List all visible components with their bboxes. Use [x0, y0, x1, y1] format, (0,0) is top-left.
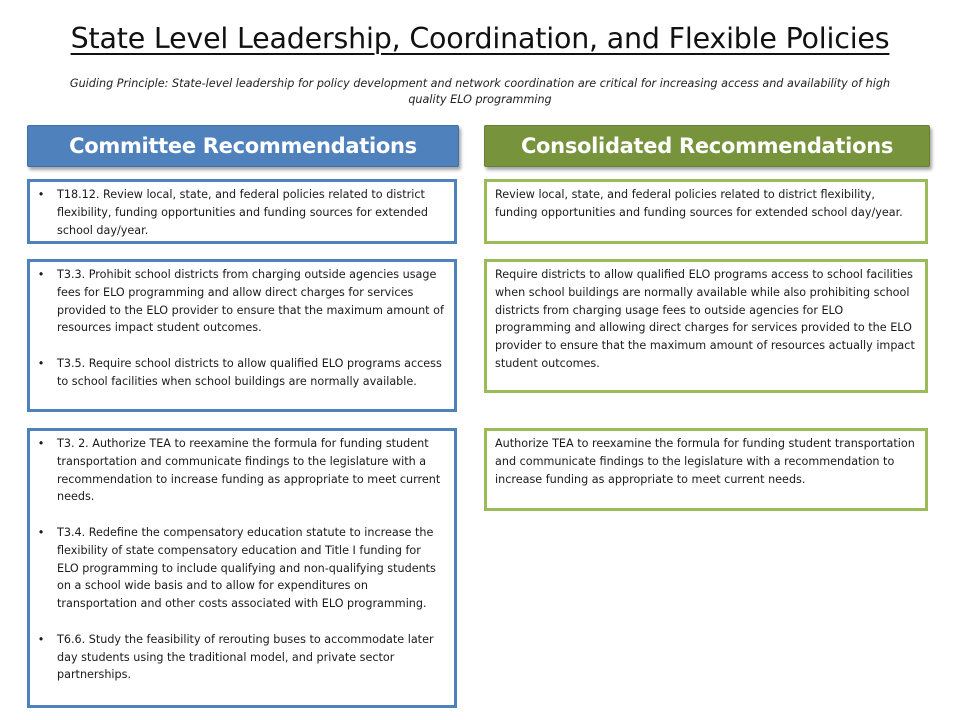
committee-item-text: T18.12. Review local, state, and federal policies related to district flexibility, funding opportunities and funding sources for extended school day/year. — [57, 188, 428, 237]
bullet-icon: • — [37, 525, 45, 539]
committee-item-t6-6 — [37, 631, 446, 684]
consolidated-box-3 — [484, 428, 928, 511]
bullet-icon: • — [37, 188, 45, 201]
committee-item-text: T3. 2. Authorize TEA to reexamine the formula for funding student transportation and communicate findings to the legislature with a recommendation to increase funding as appropriate to meet current needs. — [57, 437, 441, 504]
committee-list-3 — [30, 431, 454, 688]
consolidated-box-2 — [484, 259, 928, 393]
committee-box-1 — [27, 179, 457, 244]
committee-box-3 — [27, 428, 457, 708]
committee-item-t18-12 — [37, 186, 446, 239]
consolidated-text-2: Require districts to allow qualified ELO programs access to school facilities when school buildings are normally available while also prohibiting school districts from charging usage fees to outside agencies for ELO programming and allowing direct charges for services provided to the ELO provider to ensure that the maximum amount of resources actually impact student outcomes. — [495, 268, 915, 370]
committee-item-t3-2 — [37, 435, 446, 506]
bullet-icon: • — [37, 356, 45, 370]
committee-recommendations-header: Committee Recommendations — [27, 125, 459, 167]
consolidated-recommendations-header: Consolidated Recommendations — [484, 125, 930, 167]
slide-title: State Level Leadership, Coordination, and Flexible Policies — [70, 22, 890, 55]
committee-item-text: T3.5. Require school districts to allow qualified ELO programs access to school facilities when school buildings are normally available. — [57, 356, 442, 388]
bullet-icon: • — [37, 632, 45, 646]
committee-list-2 — [30, 262, 454, 395]
consolidated-box-1 — [484, 179, 928, 244]
committee-item-t3-4 — [37, 524, 446, 613]
guiding-principle: Guiding Principle: State-level leadership for policy development and network coordination are critical for increasing access and availability of high quality ELO programming — [69, 77, 891, 106]
consolidated-text-1: Review local, state, and federal policies related to district flexibility, funding opportunities and funding sources for extended school day/year. — [495, 188, 903, 219]
committee-box-2 — [27, 259, 457, 412]
committee-item-text: T6.6. Study the feasibility of rerouting buses to accommodate later day students using the traditional model, and private sector partnerships. — [57, 632, 434, 682]
committee-item-text: T3.3. Prohibit school districts from charging outside agencies usage fees for ELO programming and allow direct charges for services provided to the ELO provider to ensure that the maximum amount of resources impact student outcomes. — [57, 268, 444, 335]
committee-list-1 — [30, 182, 454, 243]
consolidated-text-3: Authorize TEA to reexamine the formula for funding student transportation and communicate findings to the legislature with a recommendation to increase funding as appropriate to meet current needs. — [495, 437, 915, 486]
bullet-icon: • — [37, 437, 45, 450]
committee-item-t3-3 — [37, 266, 446, 337]
bullet-icon: • — [37, 268, 45, 281]
committee-item-text: T3.4. Redefine the compensatory education statute to increase the flexibility of state compensatory education and Title I funding for ELO programming to include qualifying and non-qualifying students on a school wide basis and to allow for expenditures on transportation and other costs associated with ELO programming. — [57, 525, 436, 611]
committee-item-t3-5 — [37, 355, 446, 391]
